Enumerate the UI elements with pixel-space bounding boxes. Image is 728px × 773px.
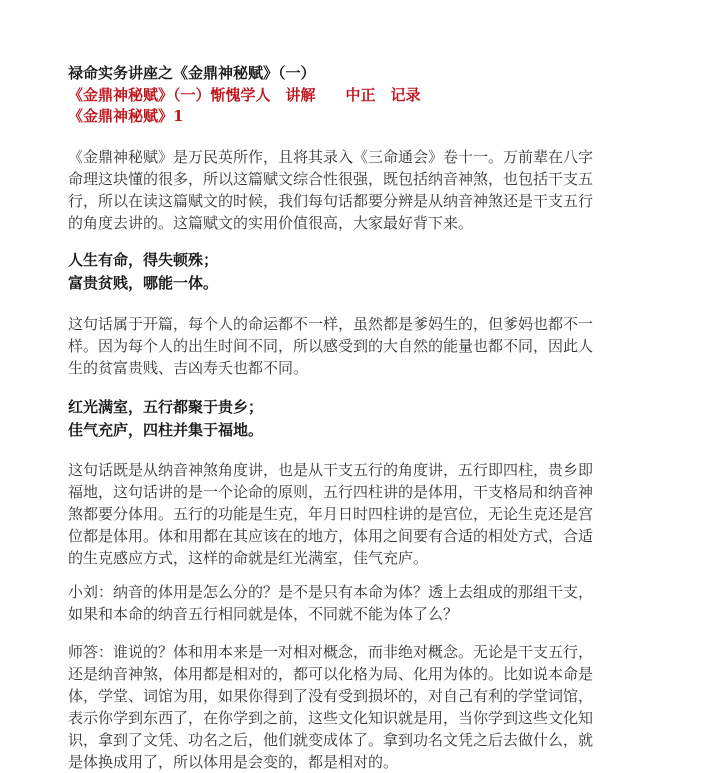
verse-line: 红光满室，五行都聚于贵乡； — [68, 398, 264, 416]
verse-line: 富贵贫贱，哪能一体。 — [68, 274, 219, 292]
verse-quote-1 — [68, 249, 218, 295]
paragraph-line: 的生克感应方式，这样的命就是红光满室，佳气充庐。 — [68, 549, 429, 567]
paragraph-line: 这句话属于开篇，每个人的命运都不一样，虽然都是爹妈生的，但爹妈也都不一 — [68, 315, 594, 333]
intro-line: 的角度去讲的。这篇赋文的实用价值很高，大家最好背下来。 — [68, 214, 474, 232]
paragraph-line: 识，拿到了文凭、功名之后，他们就变成体了。拿到功名文凭之后去做什么，就 — [68, 731, 594, 749]
verse-line: 佳气充庐，四柱并集于福地。 — [68, 421, 264, 439]
paragraph-line: 是体换成用了，所以体用是会变的，都是相对的。 — [68, 753, 399, 771]
commentary-paragraph-2 — [68, 459, 668, 569]
intro-line: 《金鼎神秘赋》是万民英所作，且将其录入《三命通会》卷十一。万前辈在八字 — [68, 148, 594, 166]
paragraph-line: 小刘：纳音的体用是怎么分的？是不是只有本命为体？透上去组成的那组干支， — [68, 583, 594, 601]
paragraph-line: 样。因为每个人的出生时间不同，所以感受到的大自然的能量也都不同，因此人 — [68, 337, 594, 355]
paragraph-line: 师答：谁说的？体和用本来是一对相对概念，而非绝对概念。无论是干支五行， — [68, 643, 594, 661]
paragraph-line: 福地，这句话讲的是一个论命的原则，五行四柱讲的是体用，干支格局和纳音神 — [68, 483, 594, 501]
section-label: 《金鼎神秘赋》1 — [68, 107, 184, 125]
verse-quote-2 — [68, 396, 263, 442]
paragraph-line: 表示你学到东西了，在你学到之前，这些文化知识就是用，当你学到这些文化知 — [68, 709, 594, 727]
paragraph-line: 这句话既是从纳音神煞角度讲，也是从干支五行的角度讲，五行即四柱，贵乡即 — [68, 461, 594, 479]
answer-paragraph — [68, 641, 668, 773]
document-subtitle: 《金鼎神秘赋》（一）惭愧学人 讲解 中正 记录 — [68, 86, 421, 104]
paragraph-line: 体，学堂、词馆为用，如果你得到了没有受到损坏的，对自己有利的学堂词馆， — [68, 687, 594, 705]
verse-line: 人生有命，得失顿殊； — [68, 251, 219, 269]
paragraph-line: 生的贫富贵贱、吉凶寿夭也都不同。 — [68, 359, 309, 377]
intro-paragraph — [68, 146, 668, 234]
question-paragraph — [68, 581, 668, 625]
paragraph-line: 还是纳音神煞，体用都是相对的，都可以化格为局、化用为体的。比如说本命是 — [68, 665, 594, 683]
intro-line: 命理这块懂的很多，所以这篇赋文综合性很强，既包括纳音神煞，也包括干支五 — [68, 170, 594, 188]
commentary-paragraph-1 — [68, 313, 668, 379]
paragraph-line: 如果和本命的纳音五行相同就是体，不同就不能为体了么？ — [68, 605, 459, 623]
intro-line: 行，所以在读这篇赋文的时候，我们每句话都要分辨是从纳音神煞还是干支五行 — [68, 192, 594, 210]
paragraph-line: 位都是体用。体和用都在其应该在的地方，体用之间要有合适的相处方式，合适 — [68, 527, 594, 545]
document-title: 禄命实务讲座之《金鼎神秘赋》（一） — [68, 64, 316, 82]
paragraph-line: 煞都要分体用。五行的功能是生克，年月日时四柱讲的是宫位，无论生克还是宫 — [68, 505, 594, 523]
